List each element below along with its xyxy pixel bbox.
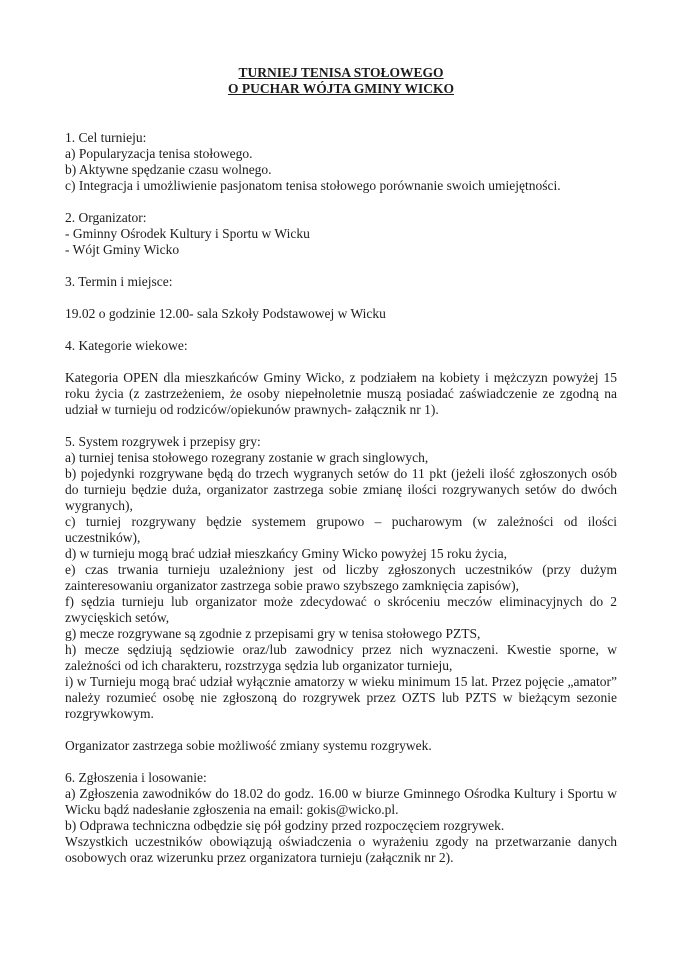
section-1-item-a: a) Popularyzacja tenisa stołowego. xyxy=(65,146,253,161)
termin-date-text: 19.02 o godzinie 12.00- sala Szkoły Podstawowej w Wicku xyxy=(65,306,386,321)
section-6-item-b: b) Odprawa techniczna odbędzie się pół godziny przed rozpoczęciem rozgrywek. xyxy=(65,818,505,833)
section-5-item-a: a) turniej tenisa stołowego rozegrany zostanie w grach singlowych, xyxy=(65,450,429,465)
section-5-item-g: g) mecze rozgrywane są zgodnie z przepisami gry w tenisa stołowego PZTS, xyxy=(65,626,481,641)
section-2-organizator xyxy=(65,210,617,258)
section-2-item-1: - Gminny Ośrodek Kultury i Sportu w Wicku xyxy=(65,226,310,241)
section-5-system-rozgrywek xyxy=(65,434,617,722)
section-5-item-e: e) czas trwania turnieju uzależniony jest od liczby zgłoszonych uczestników (przy dużym zainteresowaniu organizator zastrzega sobie prawo szybszego zamknięcia zapisów), xyxy=(65,562,617,593)
section-4-kategorie-wiekowe xyxy=(65,338,617,354)
section-1-heading: 1. Cel turnieju: xyxy=(65,130,147,145)
section-6-heading: 6. Zgłoszenia i losowanie: xyxy=(65,770,207,785)
organizator-note xyxy=(65,738,617,754)
kategoria-open-text: Kategoria OPEN dla mieszkańców Gminy Wicko, z podziałem na kobiety i mężczyzn powyżej 15 roku życia (z zastrzeżeniem, że osoby niepełnoletnie muszą posiadać zaświadczenie ze zgodną na udział w turnieju od rodziców/opiekunów prawnych- załącznik nr 1). xyxy=(65,370,617,417)
document-title xyxy=(65,65,617,97)
section-5-item-d: d) w turnieju mogą brać udział mieszkańcy Gminy Wicko powyżej 15 roku życia, xyxy=(65,546,507,561)
section-5-item-b: b) pojedynki rozgrywane będą do trzech wygranych setów do 11 pkt (jeżeli ilość zgłoszonych osób do turnieju będzie duża, organizator zastrzega sobie zmianę ilości rozgrywanych setów do dwóch wygranych), xyxy=(65,466,617,513)
section-6-item-a: a) Zgłoszenia zawodników do 18.02 do godz. 16.00 w biurze Gminnego Ośrodka Kultury i Sportu w Wicku bądź nadesłanie zgłoszenia na email: gokis@wicko.pl. xyxy=(65,786,617,817)
section-5-heading: 5. System rozgrywek i przepisy gry: xyxy=(65,434,261,449)
section-5-item-h: h) mecze sędziują sędziowie oraz/lub zawodnicy przez nich wyznaczeni. Kwestie sporne, w zależności od ich charakteru, rozstrzyga sędzia lub organizator turnieju, xyxy=(65,642,617,673)
section-2-heading: 2. Organizator: xyxy=(65,210,147,225)
section-3-termin-i-miejsce xyxy=(65,274,617,290)
section-1-item-c: c) Integracja i umożliwienie pasjonatom tenisa stołowego porównanie swoich umiejętności. xyxy=(65,178,561,193)
organizator-note-text: Organizator zastrzega sobie możliwość zmiany systemu rozgrywek. xyxy=(65,738,432,753)
termin-date-line xyxy=(65,306,617,322)
section-1-cel-turnieju xyxy=(65,130,617,194)
section-6-zgloszenia-i-losowanie xyxy=(65,770,617,866)
section-2-item-2: - Wójt Gminy Wicko xyxy=(65,242,180,257)
section-5-item-c: c) turniej rozgrywany będzie systemem grupowo – pucharowym (w zależności od ilości uczestników), xyxy=(65,514,617,545)
kategoria-open-paragraph xyxy=(65,370,617,418)
section-1-item-b: b) Aktywne spędzanie czasu wolnego. xyxy=(65,162,272,177)
title-line-1: TURNIEJ TENISA STOŁOWEGO xyxy=(238,65,444,80)
section-3-heading: 3. Termin i miejsce: xyxy=(65,274,173,289)
section-6-consent-text: Wszystkich uczestników obowiązują oświadczenia o wyrażeniu zgody na przetwarzanie danych osobowych oraz wizerunku przez organizatora turnieju (załącznik nr 2). xyxy=(65,834,617,865)
title-line-2: O PUCHAR WÓJTA GMINY WICKO xyxy=(227,81,454,96)
section-5-item-f: f) sędzia turnieju lub organizator może zdecydować o skróceniu meczów eliminacyjnych do 2 zwycięskich setów, xyxy=(65,594,617,625)
section-5-item-i: i) w Turnieju mogą brać udział wyłącznie amatorzy w wieku minimum 15 lat. Przez pojęcie „amator” należy rozumieć osobę nie zgłoszoną do rozgrywek przez OZTS lub PZTS w bieżącym sezonie rozgrywkowym. xyxy=(65,674,617,721)
section-4-heading: 4. Kategorie wiekowe: xyxy=(65,338,188,353)
